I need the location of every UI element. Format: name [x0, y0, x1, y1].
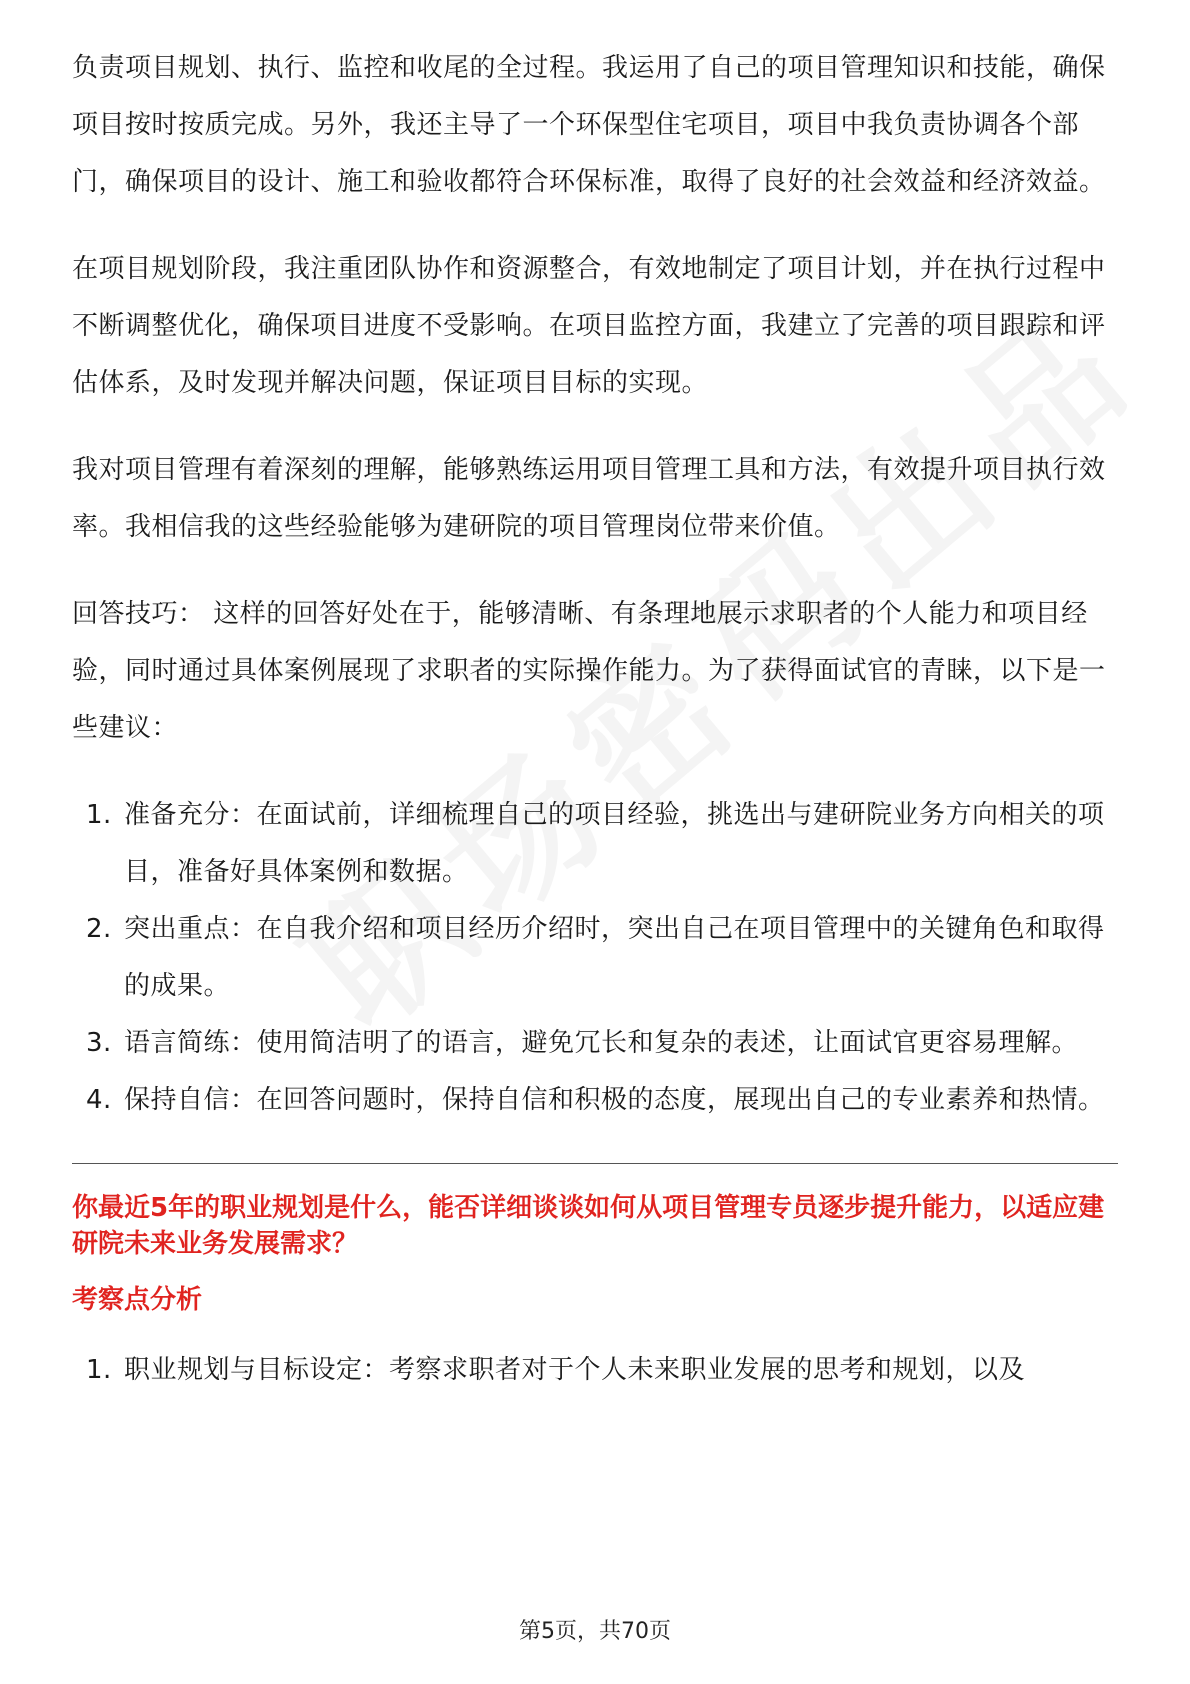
- list-item: [72, 1342, 1118, 1399]
- list-item-number: 1.: [86, 800, 112, 830]
- list-item-number: 1.: [86, 1355, 112, 1385]
- list-item-text: 保持自信：在回答问题时，保持自信和积极的态度，展现出自己的专业素养和热情。: [124, 1085, 1105, 1115]
- interview-question: 你最近5年的职业规划是什么，能否详细谈谈如何从项目管理专员逐步提升能力，以适应建研院未来业务发展需求？: [72, 1193, 1105, 1259]
- section-divider: [72, 1163, 1118, 1164]
- paragraph-understanding: 我对项目管理有着深刻的理解，能够熟练运用项目管理工具和方法，有效提升项目执行效率。我相信我的这些经验能够为建研院的项目管理岗位带来价值。: [72, 455, 1106, 542]
- list-item-number: 3.: [86, 1028, 112, 1058]
- list-item-text: 准备充分：在面试前，详细梳理自己的项目经验，挑选出与建研院业务方向相关的项目，准备好具体案例和数据。: [124, 800, 1105, 887]
- page-footer: 第5页，共70页: [519, 1619, 671, 1644]
- list-item-text: 语言简练：使用简洁明了的语言，避免冗长和复杂的表述，让面试官更容易理解。: [124, 1028, 1079, 1058]
- paragraph-experience: 负责项目规划、执行、监控和收尾的全过程。我运用了自己的项目管理知识和技能，确保项目按时按质完成。另外，我还主导了一个环保型住宅项目，项目中我负责协调各个部门，确保项目的设计、施工和验收都符合环保标准，取得了良好的社会效益和经济效益。: [72, 53, 1106, 197]
- list-item-number: 4.: [86, 1085, 112, 1115]
- list-item: [72, 1072, 1118, 1129]
- list-item-number: 2.: [86, 914, 112, 944]
- list-item: [72, 787, 1118, 901]
- paragraph-answer-tips: 回答技巧： 这样的回答好处在于，能够清晰、有条理地展示求职者的个人能力和项目经验，同时通过具体案例展现了求职者的实际操作能力。为了获得面试官的青睐，以下是一些建议：: [72, 599, 1106, 743]
- list-item: [72, 1015, 1118, 1072]
- list-item-text: 职业规划与目标设定：考察求职者对于个人未来职业发展的思考和规划，以及: [124, 1355, 1026, 1385]
- list-item: [72, 901, 1118, 1015]
- document-body: [72, 40, 1118, 1399]
- paragraph-planning: 在项目规划阶段，我注重团队协作和资源整合，有效地制定了项目计划，并在执行过程中不断调整优化，确保项目进度不受影响。在项目监控方面，我建立了完善的项目跟踪和评估体系，及时发现并解决问题，保证项目目标的实现。: [72, 254, 1106, 398]
- analysis-list: [72, 1342, 1118, 1399]
- analysis-heading: 考察点分析: [72, 1285, 203, 1315]
- tips-list: [72, 787, 1118, 1129]
- list-item-text: 突出重点：在自我介绍和项目经历介绍时，突出自己在项目管理中的关键角色和取得的成果。: [124, 914, 1105, 1001]
